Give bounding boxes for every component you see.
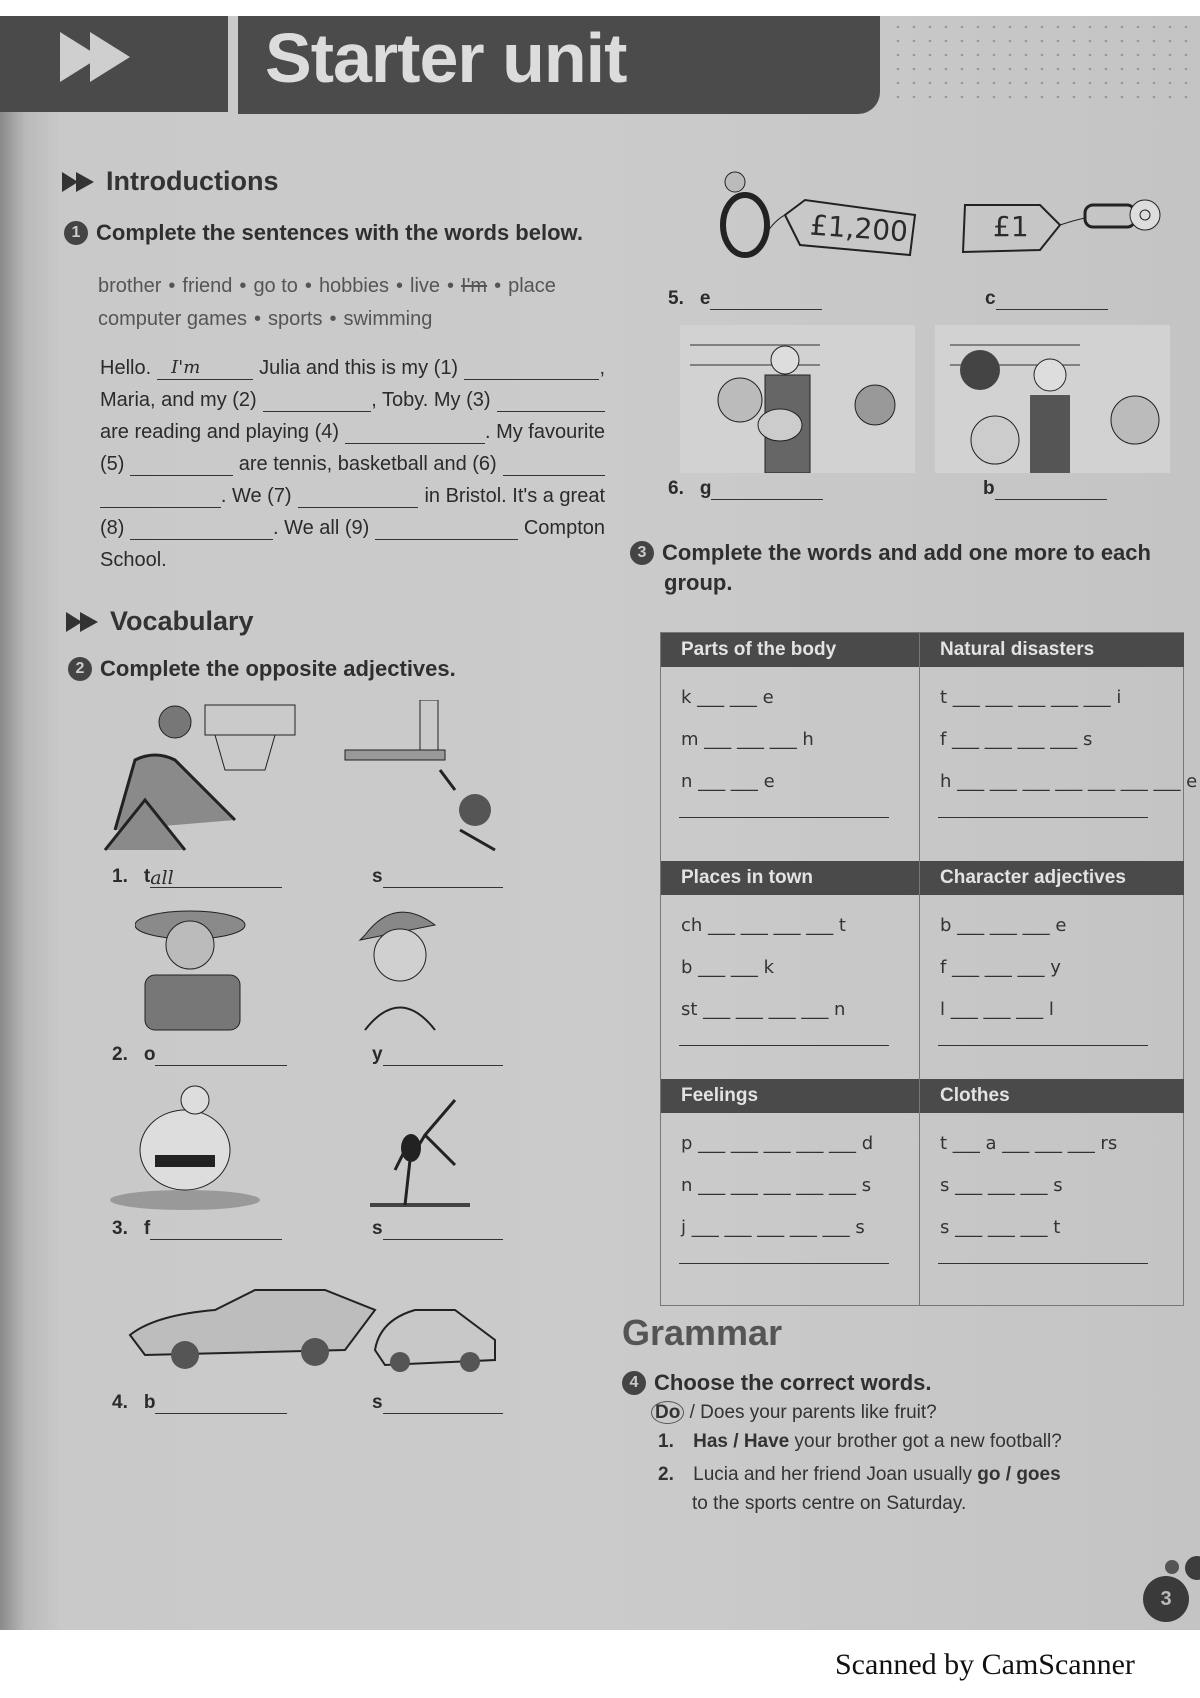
answer-line[interactable] — [711, 479, 823, 500]
bullet-separator: • — [329, 308, 337, 330]
decor-dot — [1165, 1560, 1179, 1574]
vocab-item-3 — [112, 1218, 282, 1240]
sentence-text: Lucia and her friend Joan usually — [693, 1464, 978, 1485]
word-group-cell — [661, 861, 919, 1079]
instruction-text: Choose the correct words. — [654, 1370, 932, 1395]
group-header: Clothes — [920, 1079, 1184, 1113]
word-option: friend — [182, 275, 233, 297]
paragraph-text: (8) — [100, 517, 125, 539]
first-letter: b — [143, 1392, 156, 1413]
word-option: hobbies — [318, 275, 389, 297]
word-option: live — [410, 275, 441, 297]
group-header: Feelings — [661, 1079, 919, 1113]
word-group-cell — [661, 1079, 919, 1305]
extra-word-line[interactable] — [679, 1043, 889, 1046]
extra-word-line[interactable] — [938, 1261, 1148, 1264]
word-puzzle[interactable]: h ___ ___ ___ ___ ___ ___ ___ e — [940, 771, 1198, 792]
word-box-line-2 — [98, 303, 556, 336]
vocab-item-1 — [112, 866, 282, 888]
paragraph-text: Julia and this is my (1) — [259, 357, 459, 379]
first-letter: b — [983, 478, 995, 499]
ring-price-tags-illustration — [705, 160, 1175, 270]
answer-blank[interactable] — [497, 389, 606, 412]
answer-blank[interactable] — [130, 517, 273, 540]
section-arrow-icon — [66, 612, 102, 632]
group-words — [661, 895, 919, 1046]
answer-line[interactable] — [383, 867, 503, 888]
paragraph-text: . My favourite — [484, 421, 605, 443]
vocab-item-6 — [668, 478, 823, 500]
vocabulary-heading — [66, 606, 254, 637]
word-puzzle[interactable]: b ___ ___ ___ e — [940, 915, 1067, 936]
sentence-continuation: to the sports centre on Saturday. — [692, 1493, 967, 1514]
answer-field[interactable] — [144, 866, 282, 888]
bullet-separator: • — [396, 275, 404, 297]
answer-blank[interactable] — [263, 389, 372, 412]
answer-line[interactable] — [383, 1393, 503, 1414]
word-puzzle[interactable]: b ___ ___ k — [681, 957, 775, 978]
paragraph-line — [100, 380, 605, 412]
answer-line[interactable] — [710, 289, 822, 310]
paragraph-text: , — [599, 357, 605, 379]
answer-blank[interactable] — [375, 517, 518, 540]
word-box — [98, 270, 556, 336]
page-number: 3 — [1143, 1576, 1189, 1622]
example-sentence: / Does your parents like fruit? — [689, 1402, 937, 1423]
group-words — [661, 667, 919, 818]
word-puzzle[interactable]: k ___ ___ e — [681, 687, 774, 708]
word-puzzle[interactable]: m ___ ___ ___ h — [681, 729, 814, 750]
paragraph-text: Hello. — [100, 357, 152, 379]
word-puzzle[interactable]: s ___ ___ ___ s — [940, 1175, 1063, 1196]
vocab-item-1-opposite[interactable] — [372, 866, 503, 888]
paragraph-line — [100, 348, 605, 380]
exercise-number-badge: 1 — [64, 221, 88, 245]
choice-options[interactable]: Has / Have — [693, 1431, 790, 1452]
grammar-example — [651, 1402, 937, 1424]
word-puzzle[interactable]: st ___ ___ ___ ___ n — [681, 999, 846, 1020]
answer-line[interactable] — [995, 479, 1107, 500]
basketball-illustration — [95, 700, 515, 855]
instruction-text: Complete the opposite adjectives. — [100, 656, 456, 681]
first-letter: s — [372, 1218, 383, 1239]
word-box-line-1 — [98, 270, 556, 303]
vocab-item-4-opposite[interactable] — [372, 1392, 503, 1414]
item-number: 1. — [658, 1431, 674, 1452]
gap-fill-paragraph — [100, 348, 605, 572]
price-tag-expensive: £1,200 — [808, 208, 910, 249]
word-puzzle[interactable]: n ___ ___ ___ ___ ___ s — [681, 1175, 872, 1196]
item-number: 5. — [668, 288, 684, 309]
vocab-item-5 — [668, 288, 822, 310]
filled-answer: all — [150, 867, 174, 889]
group-header: Natural disasters — [920, 633, 1184, 667]
exercise-number-badge: 3 — [630, 541, 654, 565]
word-group-cell — [919, 861, 1184, 1079]
paragraph-line — [100, 476, 605, 508]
first-letter: g — [699, 478, 712, 499]
word-puzzle[interactable]: ch ___ ___ ___ ___ t — [681, 915, 846, 936]
bullet-separator: • — [239, 275, 247, 297]
extra-word-line[interactable] — [938, 815, 1148, 818]
word-option: brother — [98, 275, 162, 297]
word-puzzle[interactable]: f ___ ___ ___ y — [940, 957, 1061, 978]
bullet-separator: • — [253, 308, 261, 330]
word-puzzle[interactable]: s ___ ___ ___ t — [940, 1217, 1061, 1238]
word-puzzle[interactable]: l ___ ___ ___ l — [940, 999, 1054, 1020]
exercise-2-instruction — [68, 656, 456, 682]
paragraph-line — [100, 444, 605, 476]
fat-and-slim-illustration — [105, 1080, 505, 1215]
paragraph-text: Maria, and my (2) — [100, 389, 257, 411]
paragraph-text: (5) — [100, 453, 125, 475]
word-puzzle[interactable]: p ___ ___ ___ ___ ___ d — [681, 1133, 874, 1154]
dot-pattern — [890, 20, 1190, 100]
big-and-small-cars-illustration — [125, 1280, 515, 1380]
vocab-item-2-opposite[interactable] — [372, 1044, 503, 1066]
answer-field[interactable] — [144, 1218, 282, 1240]
paragraph-line — [100, 540, 605, 572]
first-letter: e — [699, 288, 711, 309]
choice-options[interactable]: go / goes — [977, 1464, 1061, 1485]
answer-blank[interactable] — [503, 453, 605, 476]
answer-line[interactable] — [150, 867, 282, 888]
answer-blank[interactable] — [100, 485, 221, 508]
section-arrow-icon — [62, 172, 98, 192]
group-header: Parts of the body — [661, 633, 919, 667]
grammar-heading: Grammar — [622, 1312, 783, 1353]
section-title: Introductions — [106, 166, 279, 196]
first-letter: f — [143, 1218, 151, 1239]
first-letter: t — [143, 866, 151, 887]
instruction-text: Complete the sentences with the words below. — [96, 220, 583, 245]
answer-line[interactable] — [155, 1045, 287, 1066]
item-number: 2. — [112, 1044, 128, 1065]
word-puzzle[interactable]: j ___ ___ ___ ___ ___ s — [681, 1217, 865, 1238]
group-words — [920, 1113, 1184, 1264]
extra-word-line[interactable] — [938, 1043, 1148, 1046]
answer-line[interactable] — [383, 1219, 503, 1240]
paragraph-line — [100, 508, 605, 540]
word-group-cell — [661, 633, 919, 861]
item-number: 2. — [658, 1464, 674, 1485]
paragraph-text: , Toby. My (3) — [371, 389, 491, 411]
first-letter: s — [372, 1392, 383, 1413]
vocab-item-6-opposite[interactable] — [983, 478, 1107, 500]
answer-field[interactable] — [700, 478, 824, 500]
instruction-text: Complete the words and add one more to each — [662, 540, 1151, 565]
answer-line[interactable] — [996, 289, 1108, 310]
instruction-text-continued: group. — [664, 570, 733, 595]
paragraph-text: Compton — [523, 517, 605, 539]
good-and-bad-singers-illustration — [680, 325, 1175, 473]
page-title: Starter unit — [265, 19, 627, 97]
answer-line[interactable] — [383, 1045, 503, 1066]
circled-answer: Do — [651, 1401, 684, 1424]
group-header: Places in town — [661, 861, 919, 895]
word-puzzle[interactable]: t ___ ___ ___ ___ ___ i — [940, 687, 1122, 708]
exercise-number-badge: 4 — [622, 1371, 646, 1395]
paragraph-text: in Bristol. It's a great — [424, 485, 606, 507]
item-number: 4. — [112, 1392, 128, 1413]
answer-blank[interactable] — [345, 421, 485, 444]
answer-line[interactable] — [150, 1219, 282, 1240]
answer-blank[interactable]: I'm — [157, 357, 253, 380]
answer-line[interactable] — [155, 1393, 287, 1414]
word-option: go to — [253, 275, 298, 297]
first-letter: o — [143, 1044, 156, 1065]
paragraph-text: are reading and playing (4) — [100, 421, 340, 443]
answer-field[interactable] — [700, 288, 823, 310]
answer-blank[interactable] — [298, 485, 419, 508]
word-group-cell — [919, 1079, 1184, 1305]
bullet-separator: • — [447, 275, 455, 297]
section-title: Vocabulary — [110, 606, 254, 636]
paragraph-text: School. — [100, 549, 167, 571]
bullet-separator: • — [494, 275, 502, 297]
group-words — [920, 895, 1184, 1046]
word-option: swimming — [343, 308, 433, 330]
extra-word-line[interactable] — [679, 1261, 889, 1264]
word-option: computer games — [98, 308, 247, 330]
exercise-number-badge: 2 — [68, 657, 92, 681]
scanner-watermark: Scanned by CamScanner — [835, 1648, 1135, 1681]
word-option: place — [508, 275, 556, 297]
word-puzzle[interactable]: f ___ ___ ___ ___ s — [940, 729, 1093, 750]
vocab-item-3-opposite[interactable] — [372, 1218, 503, 1240]
bullet-separator: • — [168, 275, 176, 297]
instruction-row — [630, 540, 1151, 566]
word-groups-table — [660, 632, 1198, 1306]
word-group-cell — [919, 633, 1198, 861]
paragraph-text: are tennis, basketball and (6) — [238, 453, 497, 475]
vocab-item-4 — [112, 1392, 287, 1414]
exercise-3-instruction — [630, 540, 1151, 596]
unit-header-tab — [0, 16, 228, 112]
answer-blank[interactable] — [464, 357, 599, 380]
answer-blank[interactable] — [130, 453, 232, 476]
exercise-4-instruction — [622, 1370, 932, 1396]
paragraph-line — [100, 412, 605, 444]
old-and-young-illustration — [135, 895, 505, 1035]
price-tag-cheap: £1 — [993, 210, 1029, 243]
first-letter: y — [372, 1044, 383, 1065]
item-number: 6. — [668, 478, 684, 499]
answer-field[interactable] — [144, 1044, 288, 1066]
item-number: 1. — [112, 866, 128, 887]
group-words — [661, 1113, 919, 1264]
paragraph-text: . We (7) — [220, 485, 292, 507]
vocab-item-5-opposite[interactable] — [985, 288, 1108, 310]
sentence-text: your brother got a new football? — [789, 1431, 1062, 1452]
introductions-heading — [62, 166, 278, 197]
vocab-item-2 — [112, 1044, 287, 1066]
first-letter: s — [372, 866, 383, 887]
word-option: sports — [267, 308, 323, 330]
group-words — [920, 667, 1198, 818]
exercise-1-instruction — [64, 220, 583, 246]
word-puzzle[interactable]: t ___ a ___ ___ ___ rs — [940, 1133, 1118, 1154]
grammar-item-2 — [658, 1460, 1061, 1518]
first-letter: c — [985, 288, 996, 309]
extra-word-line[interactable] — [679, 815, 889, 818]
bullet-separator: • — [304, 275, 312, 297]
grammar-item-1 — [658, 1431, 1062, 1453]
item-number: 3. — [112, 1218, 128, 1239]
paragraph-text: . We all (9) — [272, 517, 370, 539]
answer-field[interactable] — [144, 1392, 288, 1414]
fast-forward-icon — [60, 28, 145, 86]
group-header: Character adjectives — [920, 861, 1184, 895]
word-puzzle[interactable]: n ___ ___ e — [681, 771, 775, 792]
word-option: I'm — [461, 275, 488, 297]
